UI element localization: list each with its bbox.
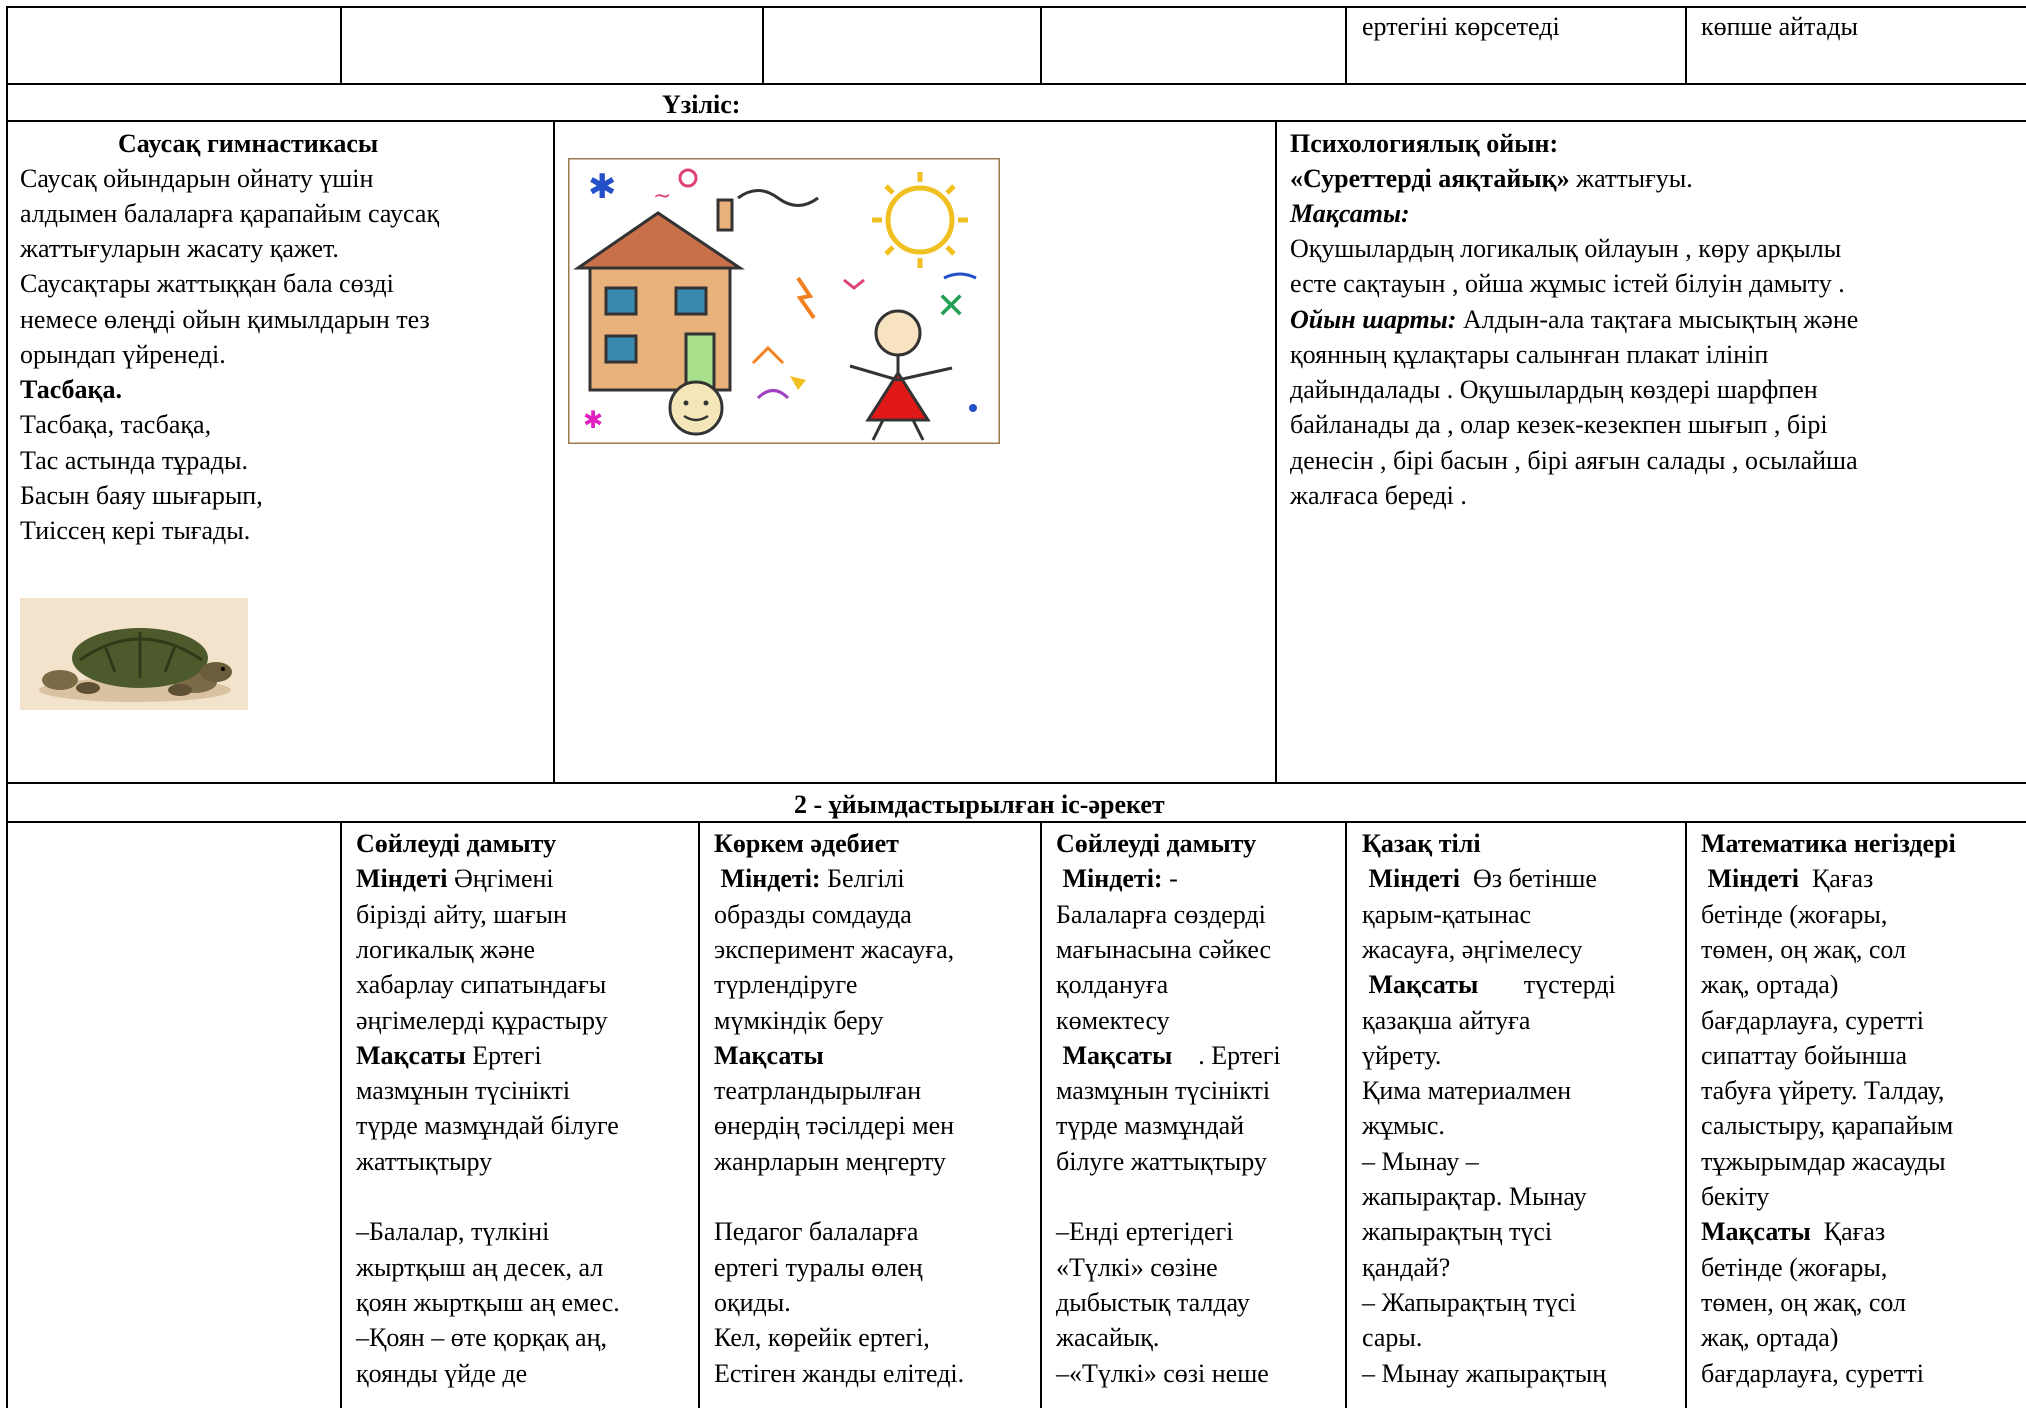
lesson-column-line — [1701, 1358, 1924, 1389]
lesson-column-line — [1701, 1216, 1885, 1247]
lesson-column-line — [714, 1322, 930, 1353]
lesson-column-line — [1701, 1322, 1838, 1353]
lesson-column-line — [356, 1322, 607, 1353]
lesson-text: қоянды үйде де — [356, 1358, 528, 1388]
lesson-text: Әңгімені — [447, 864, 554, 894]
lesson-text: «Түлкі» сөзіне — [1056, 1252, 1218, 1282]
lesson-text: түстерді — [1478, 970, 1616, 1000]
lesson-text: үйрету. — [1362, 1040, 1442, 1070]
lesson-column-line — [714, 1040, 824, 1071]
lesson-column-title: Сөйлеуді дамыту — [356, 829, 557, 858]
lesson-text: білуге жаттықтыру — [1056, 1146, 1267, 1176]
lesson-column-title: Сөйлеуді дамыту — [1056, 829, 1257, 858]
lesson-field-label: Міндеті: — [1056, 864, 1163, 894]
svg-text:~: ~ — [653, 184, 672, 209]
lesson-column-line — [1056, 1287, 1250, 1318]
lesson-column-line — [356, 899, 567, 930]
lesson-column-line — [1362, 1216, 1552, 1247]
psych-cond-line: жалғаса береді . — [1290, 481, 1467, 510]
grid-line — [1685, 821, 1687, 1408]
lesson-column-line — [356, 1358, 527, 1389]
row1-col5-text: ертегіні көрсетеді — [1362, 12, 1560, 41]
lesson-text: – Жапырақтың түсі — [1362, 1287, 1577, 1317]
lesson-text: қарым-қатынас — [1362, 899, 1532, 929]
lesson-column-line — [714, 1075, 921, 1106]
lesson-column-line — [1362, 1322, 1422, 1353]
grid-line — [1685, 6, 1687, 84]
lesson-field-label: Міндеті: — [714, 864, 821, 894]
lesson-column-line — [356, 1040, 542, 1071]
lesson-column-line — [1056, 1358, 1269, 1389]
lesson-text: табуға үйрету. Талдау, — [1701, 1076, 1945, 1106]
lesson-column-line — [1362, 969, 1616, 1000]
lesson-column-line — [1701, 899, 1887, 930]
lesson-column-line — [1701, 1075, 1944, 1106]
lesson-column-line — [1056, 1322, 1159, 1353]
lesson-column-line — [1362, 1005, 1530, 1036]
lesson-text: бекіту — [1701, 1182, 1770, 1211]
lesson-text: мазмұнын түсінікті — [1056, 1076, 1271, 1106]
lesson-text: қоян жыртқыш аң емес. — [356, 1287, 620, 1317]
lesson-text: қандай? — [1362, 1252, 1451, 1282]
lesson-text: әңгімелерді құрастыру — [356, 1005, 608, 1035]
lesson-column-line — [1701, 1181, 1769, 1212]
lesson-column-line — [714, 1358, 964, 1389]
lesson-column-line — [1056, 1040, 1281, 1071]
lesson-text: образды сомдауда — [714, 899, 912, 929]
turtle-image — [20, 598, 248, 710]
finger-line: Саусақ ойындарын ойнату үшін — [20, 164, 374, 193]
lesson-text: бағдарлауға, суретті — [1701, 1005, 1924, 1035]
lesson-field-label: Міндеті — [356, 864, 448, 894]
lesson-text: Қағаз — [1798, 864, 1874, 894]
grid-line — [698, 821, 700, 1408]
psych-game-line — [1290, 163, 1693, 194]
lesson-column-line — [714, 934, 954, 965]
lesson-column-line — [356, 934, 535, 965]
lesson-text: театрландырылған — [714, 1076, 922, 1106]
grid-line — [1345, 821, 1347, 1408]
psych-goal-line: Оқушылардың логикалық ойлауын , көру арқылы — [1290, 234, 1842, 263]
lesson-text: Ертегі — [465, 1040, 542, 1070]
lesson-field-label: Мақсаты — [356, 1040, 466, 1070]
lesson-text: жақ, ортада) — [1701, 970, 1839, 1000]
lesson-text: көмектесу — [1056, 1005, 1170, 1035]
psych-game-name: «Суреттерді аяқтайық» — [1290, 164, 1570, 193]
lesson-column-line — [1056, 1005, 1170, 1036]
lesson-field-label: Мақсаты — [714, 1040, 824, 1070]
lesson-text: өнердің тәсілдері мен — [714, 1111, 955, 1141]
psych-cond-label: Ойын шарты: — [1290, 305, 1457, 334]
lesson-column-line — [1701, 1287, 1906, 1318]
psych-cond-line: денесін , бірі басын , бірі аяғын салады , осылайша — [1290, 446, 1858, 475]
poem-line: Басын баяу шығарып, — [20, 481, 263, 510]
lesson-text: –Қоян – өте қорқақ аң, — [356, 1323, 608, 1353]
lesson-text: – Мынау – — [1362, 1146, 1479, 1176]
lesson-text: - — [1162, 864, 1178, 894]
lesson-text: Педагог балаларға — [714, 1217, 919, 1247]
grid-line — [1275, 120, 1277, 783]
lesson-column-line — [1056, 934, 1271, 965]
lesson-text: Кел, көрейік ертегі, — [714, 1323, 930, 1353]
lesson-text: түрде мазмұндай — [1056, 1111, 1245, 1141]
lesson-text: – Мынау жапырақтың — [1362, 1358, 1607, 1388]
lesson-column-line — [1701, 934, 1906, 965]
lesson-column-line — [1056, 969, 1168, 1000]
lesson-column-line — [1056, 1146, 1267, 1177]
finger-line: Саусақтары жаттыққан бала сөзді — [20, 269, 394, 298]
lesson-text: Өз бетінше — [1459, 864, 1597, 894]
finger-line: орындап үйренеді. — [20, 340, 226, 369]
svg-text:✱: ✱ — [583, 406, 604, 434]
lesson-text: төмен, оң жақ, сол — [1701, 934, 1906, 964]
lesson-column-line — [356, 1110, 619, 1141]
lesson-column-line — [356, 1075, 570, 1106]
finger-title: Саусақ гимнастикасы — [118, 129, 379, 158]
lesson-text: мүмкіндік беру — [714, 1005, 884, 1035]
lesson-text: –Енді ертегідегі — [1056, 1217, 1234, 1247]
lesson-text: хабарлау сипатындағы — [356, 970, 607, 1000]
poem-title: Тасбақа. — [20, 375, 123, 404]
lesson-text: жасайық. — [1056, 1323, 1160, 1353]
lesson-text: –Балалар, түлкіні — [356, 1217, 550, 1247]
lesson-text: қолдануға — [1056, 970, 1169, 1000]
lesson-column-line — [356, 969, 606, 1000]
svg-text:✱: ✱ — [588, 167, 617, 207]
grid-line — [1040, 6, 1042, 84]
psych-title: Психологиялық ойын: — [1290, 129, 1559, 158]
lesson-field-label: Мақсаты — [1056, 1040, 1173, 1070]
lesson-column-line — [714, 1216, 918, 1247]
grid-line — [340, 821, 342, 1408]
lesson-field-label: Міндеті — [1362, 864, 1460, 894]
poem-line: Тас астында тұрады. — [20, 446, 249, 475]
psych-goal-label: Мақсаты: — [1290, 199, 1410, 228]
grid-line — [6, 6, 2026, 8]
lesson-text: эксперимент жасауға, — [714, 934, 955, 964]
finger-line: немесе өлеңді ойын қимылдарын тез — [20, 305, 430, 334]
psych-game-suffix: жаттығуы. — [1569, 164, 1693, 193]
lesson-column-line — [1362, 1110, 1445, 1141]
lesson-text: тұжырымдар жасауды — [1701, 1146, 1946, 1176]
lesson-text: мағынасына сәйкес — [1056, 934, 1272, 964]
lesson-field-label: Міндеті — [1701, 864, 1799, 894]
lesson-text: мазмұнын түсінікті — [356, 1076, 571, 1106]
poem-line: Тиіссең кері тығады. — [20, 516, 251, 545]
row1-col6-text: көпше айтады — [1701, 12, 1858, 41]
lesson-text: сипаттау бойынша — [1701, 1040, 1908, 1070]
lesson-column-line — [714, 863, 905, 894]
finger-line: алдымен балаларға қарапайым саусақ — [20, 199, 440, 228]
lesson-column-line — [1362, 899, 1531, 930]
lesson-column-line — [714, 1005, 883, 1036]
lesson-text: Естіген жанды елітеді. — [714, 1358, 965, 1388]
lesson-text: бірізді айту, шағын — [356, 899, 567, 929]
grid-line — [6, 782, 2026, 784]
lesson-text: Балаларға сөздерді — [1056, 899, 1266, 929]
lesson-text: жасауға, әңгімелесу — [1362, 934, 1583, 964]
lesson-column-title: Математика негіздері — [1701, 829, 1956, 858]
lesson-text: сары. — [1362, 1323, 1423, 1353]
grid-line — [6, 6, 8, 1408]
grid-line — [553, 120, 555, 783]
lesson-column-line — [1701, 1005, 1924, 1036]
lesson-column-line — [1056, 899, 1266, 930]
lesson-text: логикалық және — [356, 934, 536, 964]
grid-line — [6, 821, 2026, 823]
lesson-field-label: Мақсаты — [1362, 970, 1479, 1000]
lesson-column-line — [356, 863, 554, 894]
lesson-text: бетінде (жоғары, — [1701, 1252, 1888, 1282]
lesson-text: жанрларын меңгерту — [714, 1146, 946, 1176]
lesson-column-line — [714, 969, 857, 1000]
lesson-column-line — [1701, 1040, 1907, 1071]
lesson-text: жұмыс. — [1362, 1111, 1445, 1141]
grid-line — [340, 6, 342, 84]
lesson-column-line — [1056, 1110, 1244, 1141]
lesson-field-label: Мақсаты — [1701, 1217, 1811, 1247]
lesson-column-line — [356, 1252, 603, 1283]
lesson-text: бетінде (жоғары, — [1701, 899, 1888, 929]
lesson-text: Қағаз — [1810, 1217, 1886, 1247]
lesson-text: Белгілі — [820, 864, 905, 894]
lesson-column-title: Көркем әдебиет — [714, 829, 899, 858]
lesson-text: түрлендіруге — [714, 970, 858, 1000]
lesson-text: . Ертегі — [1172, 1040, 1281, 1070]
lesson-column-title: Қазақ тілі — [1362, 829, 1481, 858]
psych-cond-first: Алдын-ала тақтаға мысықтың және — [1456, 305, 1859, 334]
psych-cond-line: байланады да , олар кезек-кезекпен шығып , бірі — [1290, 410, 1828, 439]
lesson-column-line — [1362, 1287, 1576, 1318]
section2-title: 2 - ұйымдастырылған іс-әрекет — [794, 790, 1165, 819]
lesson-column-line — [714, 1110, 954, 1141]
grid-line — [1345, 6, 1347, 84]
lesson-column-line — [1362, 1146, 1479, 1177]
grid-line — [6, 83, 2026, 85]
psych-cond-line: дайындалады . Оқушылардың көздері шарфпен — [1290, 375, 1818, 404]
child-drawing-image — [568, 158, 1000, 444]
lesson-text: Қима материалмен — [1362, 1076, 1572, 1106]
svg-text:✕: ✕ — [936, 286, 967, 327]
lesson-column-line — [1701, 1252, 1887, 1283]
lesson-text: ертегі туралы өлең — [714, 1252, 923, 1282]
lesson-text: бағдарлауға, суретті — [1701, 1358, 1924, 1388]
lesson-column-line — [1362, 1252, 1450, 1283]
lesson-column-line — [1362, 934, 1582, 965]
lesson-text: жақ, ортада) — [1701, 1323, 1839, 1353]
lesson-column-line — [1701, 863, 1873, 894]
lesson-column-line — [1056, 1216, 1233, 1247]
poem-line: Тасбақа, тасбақа, — [20, 410, 212, 439]
lesson-column-line — [1362, 1040, 1441, 1071]
lesson-column-line — [1701, 1146, 1946, 1177]
lesson-text: жапырақтар. Мынау — [1362, 1182, 1587, 1211]
psych-goal-line: есте сақтауын , ойша жұмыс істей білуін дамыту . — [1290, 269, 1845, 298]
grid-line — [1040, 821, 1042, 1408]
lesson-column-line — [1362, 1075, 1571, 1106]
lesson-column-line — [1701, 969, 1838, 1000]
lesson-text: түрде мазмұндай білуге — [356, 1111, 619, 1141]
lesson-column-line — [1362, 1181, 1587, 1212]
grid-line — [762, 6, 764, 84]
lesson-column-line — [714, 1252, 923, 1283]
lesson-column-line — [356, 1146, 492, 1177]
lesson-column-line — [1701, 1110, 1953, 1141]
grid-line — [6, 120, 2026, 122]
lesson-text: қазақша айтуға — [1362, 1005, 1531, 1035]
lesson-text: жапырақтың түсі — [1362, 1217, 1553, 1247]
lesson-column-line — [1362, 863, 1597, 894]
lesson-column-line — [356, 1216, 549, 1247]
lesson-column-line — [714, 1146, 946, 1177]
lesson-text: –«Түлкі» сөзі неше — [1056, 1358, 1269, 1388]
lesson-column-line — [714, 1287, 791, 1318]
lesson-column-line — [356, 1005, 608, 1036]
lesson-text: жаттықтыру — [356, 1146, 493, 1176]
lesson-column-line — [714, 899, 912, 930]
lesson-column-line — [1056, 1075, 1270, 1106]
lesson-column-line — [1056, 1252, 1218, 1283]
lesson-column-line — [1056, 863, 1178, 894]
lesson-text: дыбыстық талдау — [1056, 1287, 1250, 1317]
lesson-column-line — [1362, 1358, 1606, 1389]
lesson-text: жыртқыш аң десек, ал — [356, 1252, 604, 1282]
psych-cond-line — [1290, 304, 1858, 335]
break-title: Үзіліс: — [662, 90, 741, 119]
finger-line: жаттығуларын жасату қажет. — [20, 234, 339, 263]
lesson-column-line — [356, 1287, 620, 1318]
lesson-text: салыстыру, қарапайым — [1701, 1111, 1954, 1141]
lesson-text: төмен, оң жақ, сол — [1701, 1287, 1906, 1317]
psych-cond-line: қоянның құлақтары салынған плакат ілініп — [1290, 340, 1769, 369]
lesson-text: оқиды. — [714, 1287, 791, 1317]
